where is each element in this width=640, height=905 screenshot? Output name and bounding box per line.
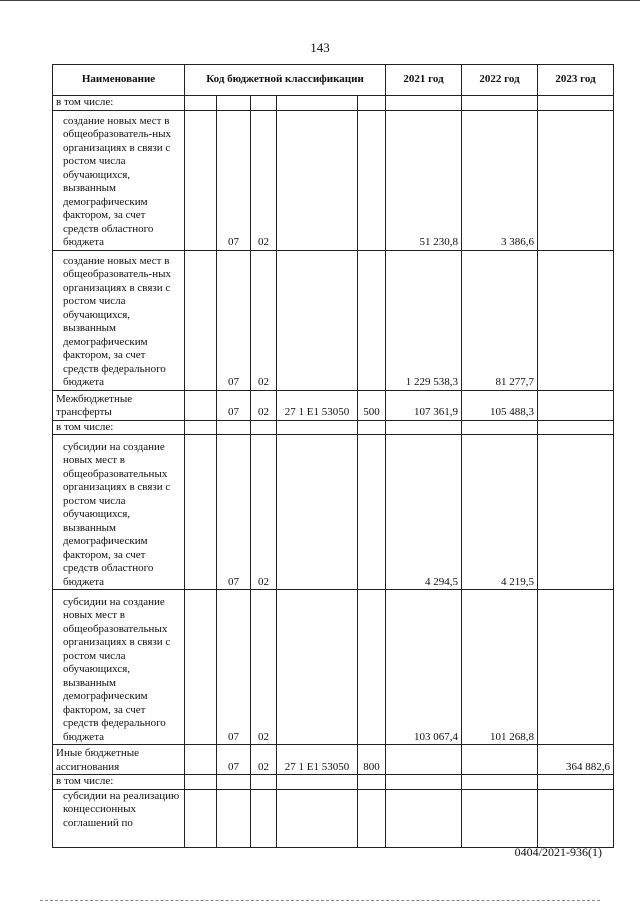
row-code-1	[185, 435, 217, 590]
row-code-3: 02	[251, 745, 277, 775]
row-2023	[538, 590, 614, 745]
row-name: создание новых мест в общеобразователь-ных организациях в связи с ростом числа обучающихся, вызванным демографическим фактором, за счет средств областного бюджета	[53, 110, 185, 250]
row-code-1	[185, 745, 217, 775]
row-name: в том числе:	[53, 420, 185, 435]
row-2022: 81 277,7	[462, 250, 538, 390]
row-2022	[462, 420, 538, 435]
row-code-1	[185, 420, 217, 435]
row-2023	[538, 250, 614, 390]
row-2023	[538, 390, 614, 420]
row-2022	[462, 789, 538, 847]
row-code-2: 07	[217, 110, 251, 250]
row-2022: 3 386,6	[462, 110, 538, 250]
row-code-5	[358, 96, 386, 111]
row-2021	[386, 789, 462, 847]
row-code-3: 02	[251, 390, 277, 420]
row-code-3: 02	[251, 250, 277, 390]
table-row	[53, 745, 614, 775]
table-row	[53, 250, 614, 390]
row-code-5	[358, 110, 386, 250]
row-2021	[386, 775, 462, 790]
row-code-3	[251, 775, 277, 790]
row-code-3	[251, 96, 277, 111]
row-code-5	[358, 775, 386, 790]
row-2021: 107 361,9	[386, 390, 462, 420]
row-code-4	[277, 775, 358, 790]
page-top-border	[0, 0, 640, 1]
row-2023: 364 882,6	[538, 745, 614, 775]
row-code-4	[277, 110, 358, 250]
header-2021: 2021 год	[386, 65, 462, 96]
row-code-4	[277, 435, 358, 590]
row-code-4	[277, 250, 358, 390]
table-row	[53, 110, 614, 250]
row-2021	[386, 745, 462, 775]
row-name: в том числе:	[53, 96, 185, 111]
row-name: Иные бюджетные ассигнования	[53, 745, 185, 775]
row-2022	[462, 96, 538, 111]
row-code-2: 07	[217, 435, 251, 590]
row-code-1	[185, 775, 217, 790]
row-code-3	[251, 789, 277, 847]
table-row	[53, 775, 614, 790]
row-2022	[462, 775, 538, 790]
table-row	[53, 390, 614, 420]
header-2023: 2023 год	[538, 65, 614, 96]
row-code-1	[185, 110, 217, 250]
row-2022	[462, 745, 538, 775]
row-code-5	[358, 420, 386, 435]
row-code-5	[358, 789, 386, 847]
row-2022: 101 268,8	[462, 590, 538, 745]
row-2021: 103 067,4	[386, 590, 462, 745]
row-2021	[386, 96, 462, 111]
row-code-2: 07	[217, 745, 251, 775]
row-2021: 51 230,8	[386, 110, 462, 250]
row-code-4: 27 1 E1 53050	[277, 745, 358, 775]
row-name: субсидии на создание новых мест в общеобразовательных организациях в связи с ростом числа обучающихся, вызванным демографическим фактором, за счет средств федерального бюджета	[53, 590, 185, 745]
table-row	[53, 435, 614, 590]
row-code-3: 02	[251, 590, 277, 745]
row-code-5: 500	[358, 390, 386, 420]
row-code-2	[217, 789, 251, 847]
row-name: Межбюджетные трансферты	[53, 390, 185, 420]
row-2021	[386, 420, 462, 435]
row-code-3: 02	[251, 110, 277, 250]
table-row	[53, 590, 614, 745]
row-2023	[538, 420, 614, 435]
row-2023	[538, 435, 614, 590]
budget-table	[52, 64, 614, 848]
row-code-3	[251, 420, 277, 435]
row-name: создание новых мест в общеобразователь-ных организациях в связи с ростом числа обучающихся, вызванным демографическим фактором, за счет средств федерального бюджета	[53, 250, 185, 390]
document-number: 0404/2021-936(1)	[514, 845, 602, 859]
row-2022: 4 219,5	[462, 435, 538, 590]
row-code-2: 07	[217, 390, 251, 420]
row-name: субсидии на реализацию концессионных соглашений по	[53, 789, 185, 847]
row-2023	[538, 110, 614, 250]
row-code-5: 800	[358, 745, 386, 775]
row-code-2	[217, 96, 251, 111]
row-2021: 1 229 538,3	[386, 250, 462, 390]
table-row	[53, 96, 614, 111]
row-code-1	[185, 250, 217, 390]
table-header-row	[53, 65, 614, 96]
table-row	[53, 420, 614, 435]
row-name: в том числе:	[53, 775, 185, 790]
row-code-4	[277, 420, 358, 435]
row-2023	[538, 789, 614, 847]
row-2021: 4 294,5	[386, 435, 462, 590]
row-code-2: 07	[217, 590, 251, 745]
row-code-2	[217, 420, 251, 435]
header-2022: 2022 год	[462, 65, 538, 96]
page-number: 143	[310, 40, 330, 55]
row-code-5	[358, 590, 386, 745]
row-2023	[538, 96, 614, 111]
row-code-4	[277, 590, 358, 745]
row-code-1	[185, 96, 217, 111]
row-code-3: 02	[251, 435, 277, 590]
header-name: Наименование	[53, 65, 185, 96]
row-code-4	[277, 96, 358, 111]
header-code: Код бюджетной классификации	[185, 65, 386, 96]
row-code-1	[185, 789, 217, 847]
row-code-4	[277, 789, 358, 847]
page-bottom-border	[40, 900, 600, 901]
row-code-1	[185, 590, 217, 745]
row-code-5	[358, 435, 386, 590]
table-row	[53, 789, 614, 847]
row-2023	[538, 775, 614, 790]
row-code-1	[185, 390, 217, 420]
row-code-2	[217, 775, 251, 790]
row-code-5	[358, 250, 386, 390]
row-2022: 105 488,3	[462, 390, 538, 420]
row-code-4: 27 1 E1 53050	[277, 390, 358, 420]
row-code-2: 07	[217, 250, 251, 390]
row-name: субсидии на создание новых мест в общеобразовательных организациях в связи с ростом числа обучающихся, вызванным демографическим фактором, за счет средств областного бюджета	[53, 435, 185, 590]
